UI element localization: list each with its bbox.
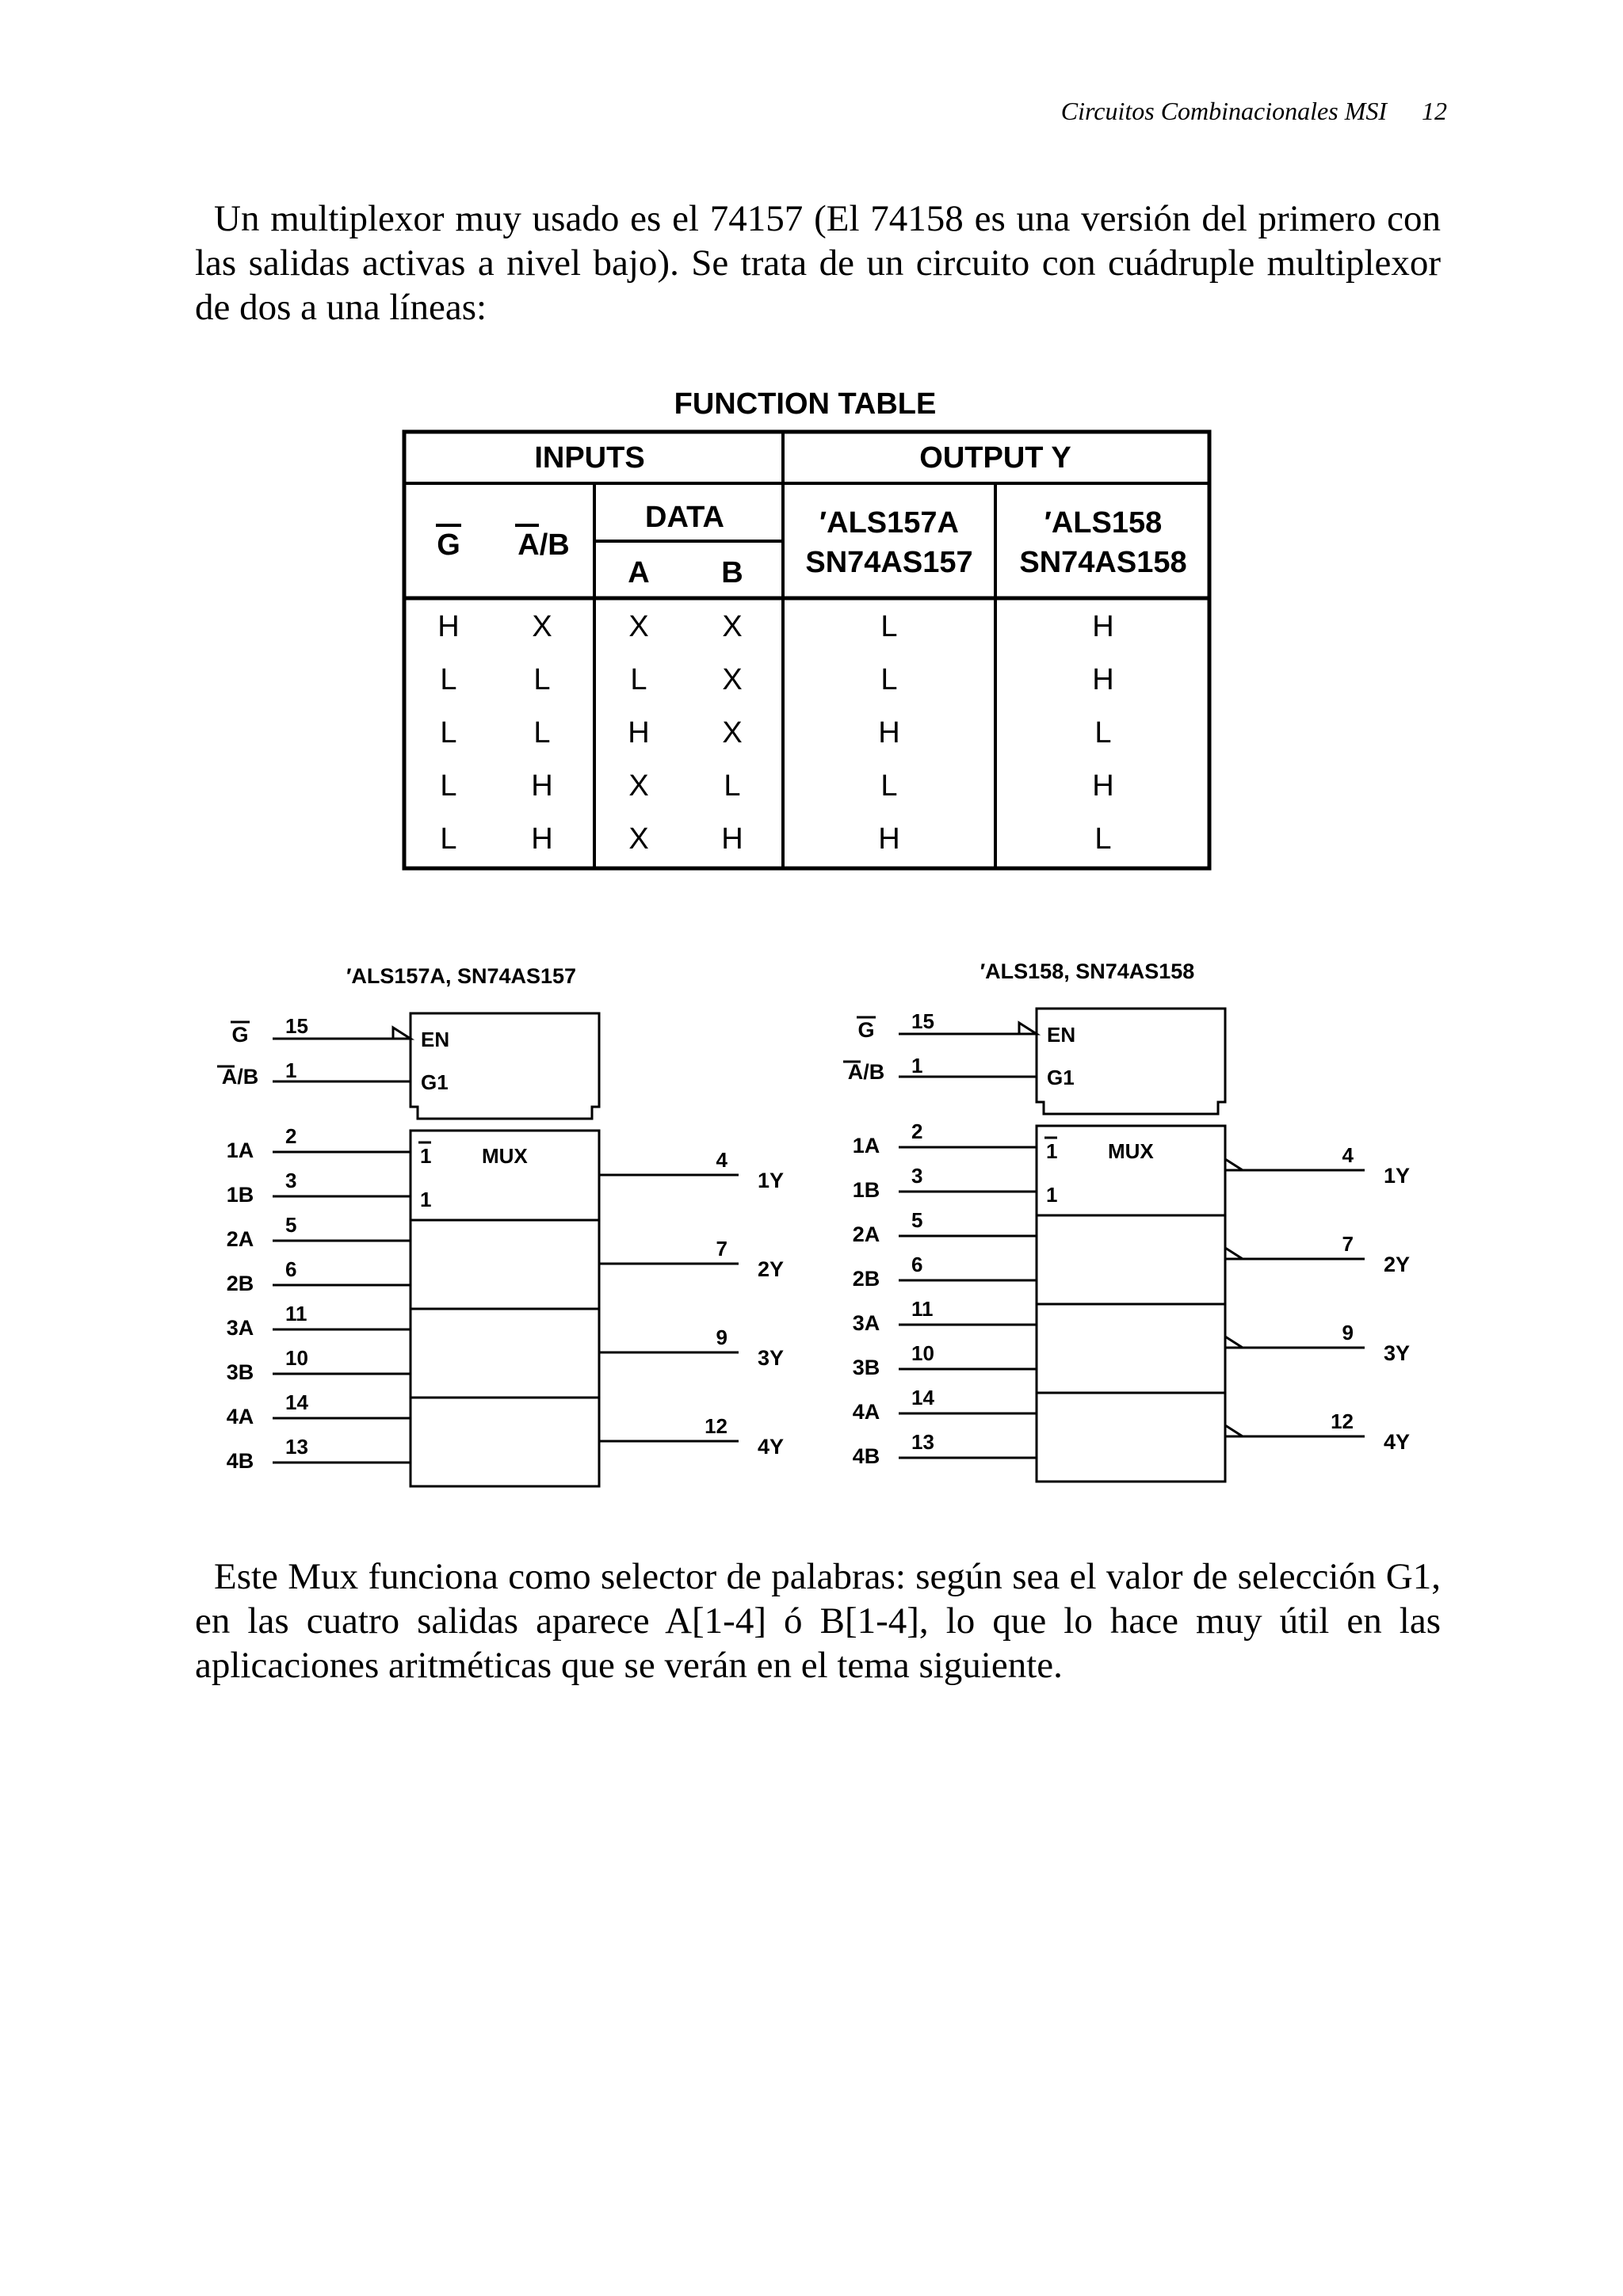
input-label: 3A [852,1311,880,1335]
enable-triangle [1019,1023,1037,1034]
table-cell: H [437,610,460,643]
inversion-indicator [1225,1248,1243,1259]
inversion-indicator [1225,1159,1243,1170]
input-label: 3B [226,1360,254,1384]
out1-header-line2: SN74AS157 [805,546,973,579]
output-label: 3Y [758,1346,785,1370]
input-label: 2A [852,1222,880,1246]
table-cell: L [1094,822,1112,856]
table-cell: H [1092,663,1114,696]
input-pin-number: 11 [911,1297,934,1321]
output-header: OUTPUT Y [919,441,1071,475]
output-label: 4Y [1384,1430,1411,1454]
input-label: 1A [226,1138,254,1162]
table-border [404,432,1209,868]
input-pin-number: 13 [911,1430,934,1454]
input-label: A/B [221,1065,259,1089]
table-cell: H [721,822,743,856]
table-cell: L [880,610,898,643]
input-label: 2A [226,1227,254,1251]
input-pin-number: 15 [285,1014,308,1038]
table-cell: X [722,716,743,749]
output-label: 1Y [1384,1164,1411,1188]
input-label: 2B [226,1272,254,1295]
table-cell: H [1092,610,1114,643]
input-pin-number: 15 [911,1009,934,1033]
table-cell: L [440,769,457,803]
table-cell: L [440,716,457,749]
closing-paragraph: Este Mux funciona como selector de palabras: según sea el valor de selección G1, en las cuatro salidas aparece A[1-4] ó B[1-4], lo que lo hace muy útil en las aplicaciones aritméticas que se verán en el tema siguiente. [195,1556,1441,1686]
input-label: 1A [852,1134,880,1158]
input-label: 1B [226,1183,254,1207]
table-cell: L [880,663,898,696]
input-pin-number: 6 [285,1257,297,1281]
mux-label: MUX [1108,1139,1154,1163]
input-label: 2B [852,1267,880,1291]
header-title: Circuitos Combinacionales MSI [1060,97,1387,125]
select-1-label: 1 [420,1188,432,1211]
input-pin-number: 3 [911,1164,923,1188]
input-pin-number: 2 [285,1124,297,1148]
table-cell: L [533,663,551,696]
output-label: 2Y [758,1257,785,1281]
table-cell: X [722,610,743,643]
output-pin-number: 4 [1342,1143,1354,1167]
input-pin-number: 13 [285,1435,308,1459]
col-b-header: B [721,556,743,589]
table-cell: X [722,663,743,696]
inversion-indicator [1225,1337,1243,1348]
input-pin-number: 6 [911,1253,923,1276]
input-label: 4A [852,1400,880,1424]
table-cell: X [628,822,649,856]
input-pin-number: 14 [911,1386,934,1409]
table-cell: H [1092,769,1114,803]
mux-section-3 [1037,1304,1225,1393]
col-ab-header: A/B [517,528,570,562]
input-pin-number: 3 [285,1169,297,1192]
table-cell: L [630,663,647,696]
input-pin-number: 1 [285,1058,297,1082]
col-a-header: A [628,556,650,589]
output-pin-number: 9 [1342,1321,1354,1344]
input-pin-number: 10 [285,1346,308,1370]
output-pin-number: 9 [716,1325,727,1349]
table-cell: H [531,769,553,803]
out2-header-line1: ′ALS158 [1044,506,1163,540]
diagram-title: ′ALS158, SN74AS158 [980,959,1195,983]
intro-paragraph: Un multiplexor muy usado es el 74157 (El 74158 es una versión del primero con las salidas activas a nivel bajo). Se trata de un circuito con cuádruple multiplexor de dos a una líneas: [195,198,1441,328]
input-label: 4A [226,1405,254,1428]
input-label: 4B [852,1444,880,1468]
input-pin-number: 5 [285,1213,297,1237]
output-pin-number: 4 [716,1148,727,1172]
mux-section-2 [1037,1215,1225,1304]
select-1-label: 1 [1046,1183,1058,1207]
output-pin-number: 12 [1331,1409,1354,1433]
output-pin-number: 7 [716,1237,727,1261]
mux-section-4 [1037,1393,1225,1482]
output-pin-number: 12 [705,1414,727,1438]
input-label: 1B [852,1178,880,1202]
function-table-title: FUNCTION TABLE [674,387,937,421]
table-cell: H [878,716,900,749]
input-label: 4B [226,1449,254,1473]
table-cell: X [628,610,649,643]
output-label: 2Y [1384,1253,1411,1276]
g1-label: G1 [1047,1066,1075,1089]
table-cell: H [531,822,553,856]
data-header: DATA [645,501,724,534]
out1-header-line1: ′ALS157A [819,506,959,540]
input-label: A/B [847,1060,885,1084]
inputs-header: INPUTS [534,441,645,475]
input-label: G [857,1018,875,1042]
table-cell: L [1094,716,1112,749]
table-cell: L [724,769,741,803]
input-pin-number: 1 [911,1054,923,1077]
table-cell: L [533,716,551,749]
page-number: 12 [1422,97,1447,125]
output-pin-number: 7 [1342,1232,1354,1256]
input-pin-number: 10 [911,1341,934,1365]
output-label: 4Y [758,1435,785,1459]
input-label: 3B [852,1356,880,1379]
table-cell: X [628,769,649,803]
g1-label: G1 [421,1070,449,1094]
table-cell: H [878,822,900,856]
output-label: 3Y [1384,1341,1411,1365]
table-cell: H [628,716,650,749]
diagram-title: ′ALS157A, SN74AS157 [346,964,577,988]
en-label: EN [421,1028,450,1051]
en-label: EN [1047,1023,1076,1047]
inversion-indicator [1225,1425,1243,1436]
table-cell: L [880,769,898,803]
col-g-header: G [437,528,460,562]
input-pin-number: 11 [285,1302,307,1325]
input-pin-number: 14 [285,1390,308,1414]
out2-header-line2: SN74AS158 [1019,546,1187,579]
table-cell: L [440,822,457,856]
output-label: 1Y [758,1169,785,1192]
input-pin-number: 5 [911,1208,923,1232]
input-label: 3A [226,1316,254,1340]
logic-symbol-als158 [0,951,1623,1505]
function-table [0,0,1623,903]
table-cell: X [532,610,552,643]
input-label: G [231,1023,249,1047]
table-cell: L [440,663,457,696]
select-0-label: 1 [420,1144,432,1168]
mux-label: MUX [482,1144,528,1168]
input-pin-number: 2 [911,1119,923,1143]
select-0-label: 1 [1046,1139,1058,1163]
